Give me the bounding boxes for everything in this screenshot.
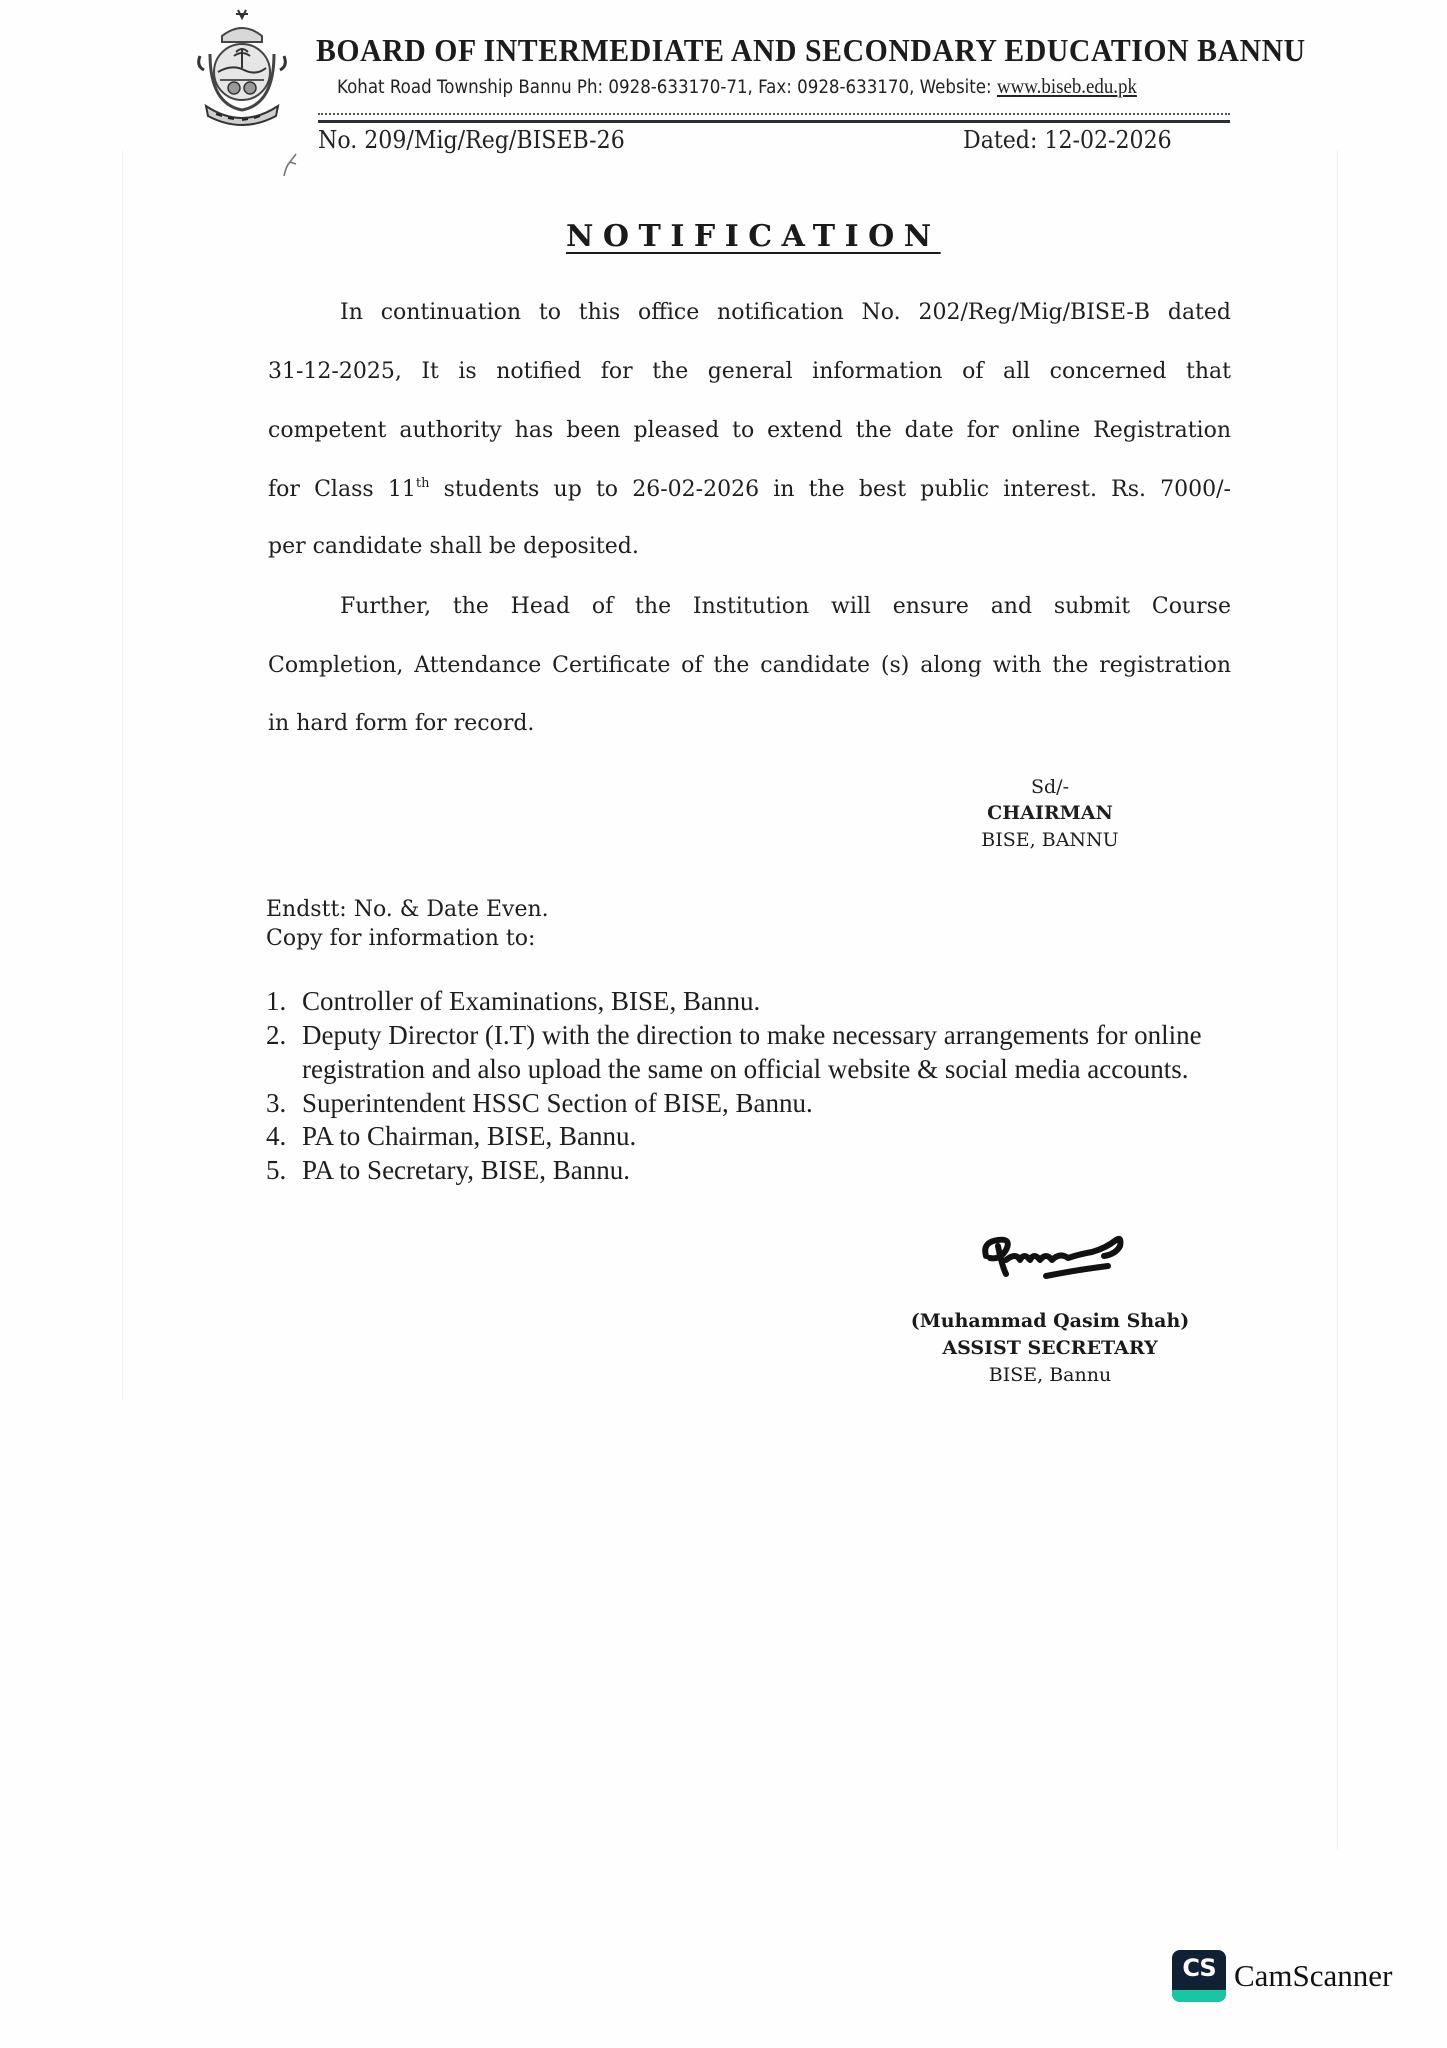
item-number: 1. bbox=[266, 986, 287, 1016]
letterhead-divider-solid bbox=[318, 120, 1230, 123]
paragraph1-line: 31-12-2025, It is notified for the general information of all concerned that bbox=[268, 359, 1231, 384]
camscanner-app-name: CamScanner bbox=[1234, 1958, 1393, 1993]
reference-date: Dated: 12-02-2026 bbox=[963, 126, 1172, 154]
page-edge-shadow bbox=[1337, 150, 1338, 1850]
handwritten-signature-icon bbox=[976, 1226, 1136, 1286]
letterhead-divider-dotted bbox=[318, 113, 1230, 115]
copy-to-item bbox=[266, 1121, 636, 1152]
signatory-name: (Muhammad Qasim Shah) bbox=[910, 1310, 1190, 1332]
item-number: 5. bbox=[266, 1155, 287, 1185]
item-text: Deputy Director (I.T) with the direction to make necessary arrangements for online bbox=[302, 1020, 1202, 1050]
copy-to-item-continuation: registration and also upload the same on official website & social media accounts. bbox=[302, 1054, 1189, 1084]
notification-title: NOTIFICATION bbox=[566, 219, 941, 254]
board-emblem-icon bbox=[192, 6, 292, 130]
camscanner-logo-icon bbox=[1172, 1950, 1226, 2002]
item-number: 3. bbox=[266, 1088, 287, 1118]
page-edge-shadow bbox=[122, 150, 123, 1400]
camscanner-logo-text: CS bbox=[1182, 1954, 1216, 1982]
endorsement-line: Endstt: No. & Date Even. bbox=[266, 897, 549, 922]
camscanner-logo-accent bbox=[1172, 1990, 1226, 2002]
copy-to-item bbox=[266, 986, 760, 1017]
item-text: Superintendent HSSC Section of BISE, Bannu. bbox=[302, 1088, 813, 1118]
reference-number: No. 209/Mig/Reg/BISEB-26 bbox=[318, 126, 625, 154]
camscanner-watermark bbox=[1172, 1950, 1392, 2002]
chairman-designation: CHAIRMAN bbox=[987, 802, 1113, 824]
paragraph2-line: Completion, Attendance Certificate of the candidate (s) along with the registration bbox=[268, 653, 1231, 678]
signatory-office: BISE, Bannu bbox=[988, 1364, 1112, 1386]
ordinal-suffix: th bbox=[415, 476, 430, 491]
copy-to-item bbox=[266, 1020, 1202, 1051]
organization-name: BOARD OF INTERMEDIATE AND SECONDARY EDUCATION BANNU bbox=[316, 32, 1306, 68]
website-link[interactable]: www.biseb.edu.pk bbox=[996, 74, 1137, 98]
paragraph1-line: competent authority has been pleased to extend the date for online Registration bbox=[268, 418, 1231, 443]
address-text: Kohat Road Township Bannu Ph: 0928-633170-71, Fax: 0928-633170, Website: bbox=[337, 77, 997, 98]
organization-address bbox=[337, 74, 1137, 99]
deadline-text: students up to 26-02-2026 in the best public interest. Rs. 7000/- bbox=[429, 477, 1231, 502]
chairman-sd: Sd/- bbox=[1031, 776, 1069, 798]
paragraph1-line bbox=[268, 476, 1231, 502]
copy-to-item bbox=[266, 1155, 630, 1186]
pen-tick-mark-icon bbox=[280, 150, 300, 180]
paragraph1-line: In continuation to this office notification No. 202/Reg/Mig/BISE-B dated bbox=[340, 300, 1231, 325]
paragraph1-line: per candidate shall be deposited. bbox=[268, 534, 639, 559]
item-text: Controller of Examinations, BISE, Bannu. bbox=[302, 986, 761, 1016]
paragraph2-line: in hard form for record. bbox=[268, 711, 535, 736]
chairman-office: BISE, BANNU bbox=[981, 829, 1119, 851]
copy-for-information-label: Copy for information to: bbox=[266, 926, 536, 951]
signatory-designation: ASSIST SECRETARY bbox=[942, 1337, 1158, 1359]
class-label: for Class 11 bbox=[268, 477, 416, 502]
item-number: 2. bbox=[266, 1020, 287, 1050]
copy-to-item bbox=[266, 1088, 813, 1119]
item-number: 4. bbox=[266, 1121, 287, 1151]
item-text: PA to Chairman, BISE, Bannu. bbox=[302, 1121, 637, 1151]
item-text: PA to Secretary, BISE, Bannu. bbox=[302, 1155, 630, 1185]
paragraph2-line: Further, the Head of the Institution will ensure and submit Course bbox=[340, 594, 1231, 619]
